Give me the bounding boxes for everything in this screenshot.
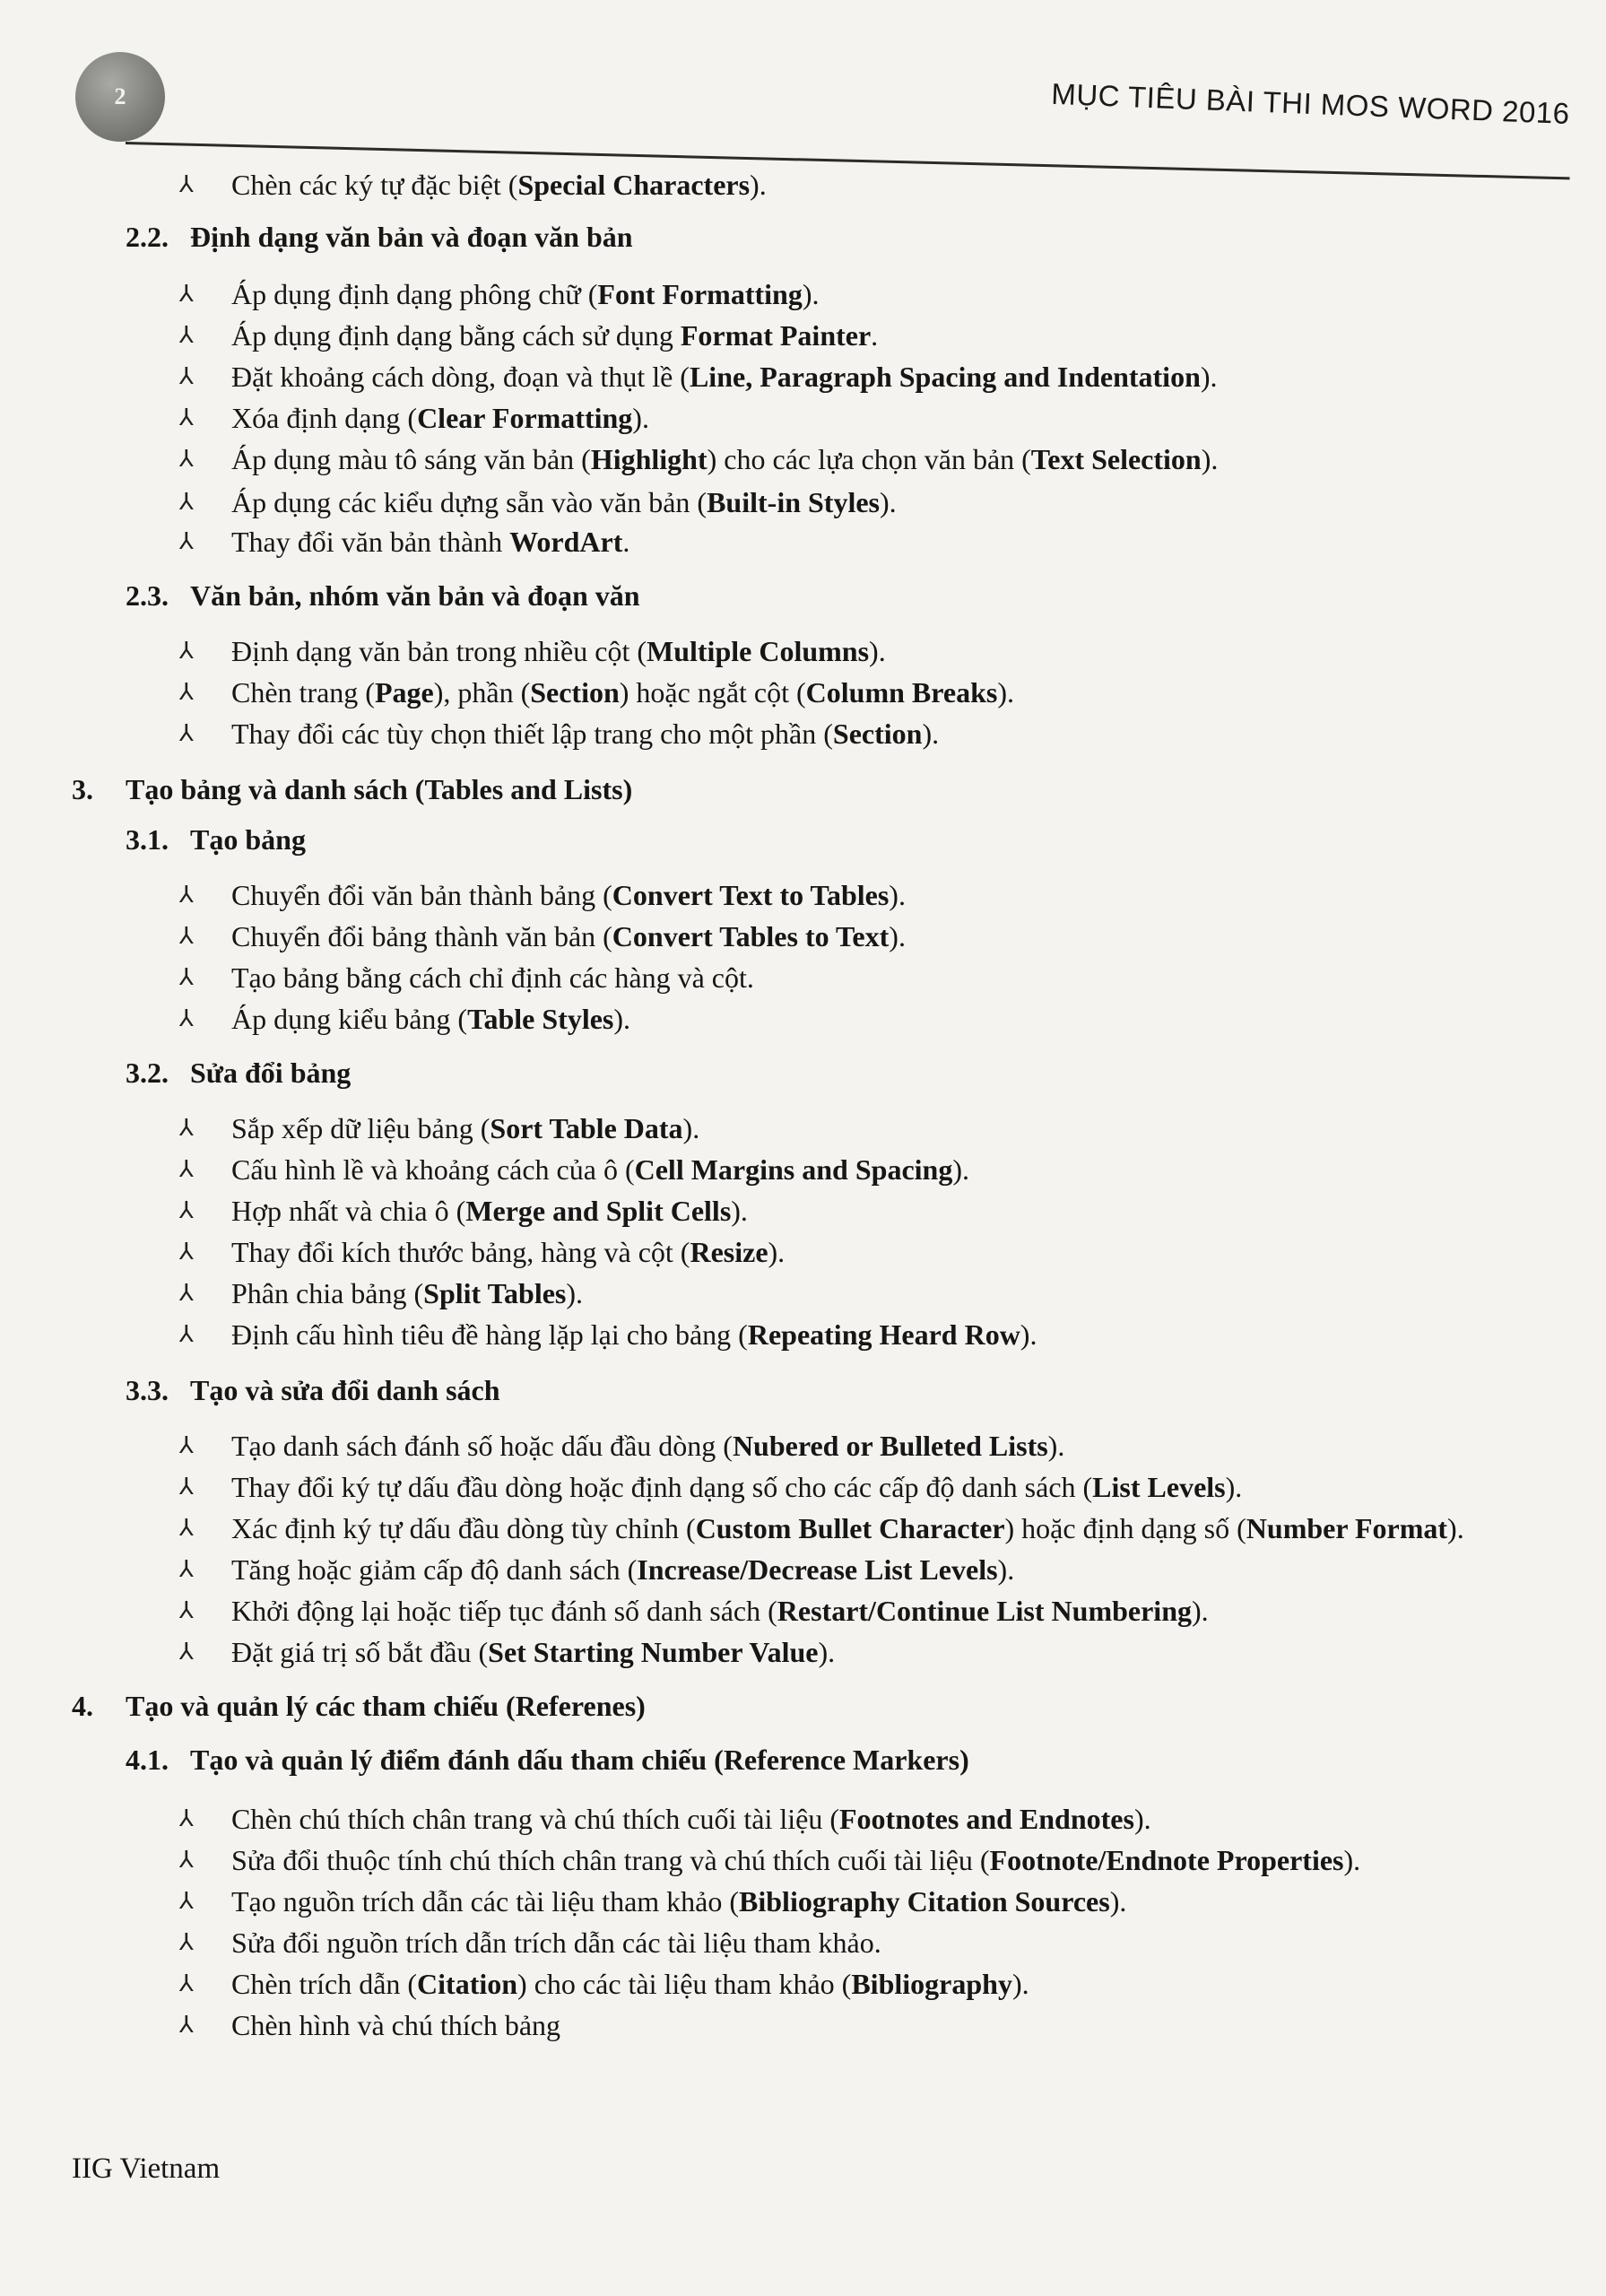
text-run: ).: [1191, 1595, 1209, 1627]
bold-term: Citation: [417, 1968, 518, 2000]
subsection-heading: Sửa đổi bảng: [190, 1057, 352, 1089]
text-run: Áp dụng màu tô sáng văn bản (: [231, 443, 591, 475]
bold-term: Split Tables: [423, 1277, 567, 1309]
bullet-icon: ⅄: [179, 1639, 194, 1665]
bullet-item: [231, 1469, 1242, 1505]
text-run: Sửa đổi thuộc tính chú thích chân trang và chú thích cuối tài liệu (: [231, 1844, 990, 1876]
bullet-icon: ⅄: [179, 1115, 194, 1141]
text-run: Sửa đổi nguồn trích dẫn trích dẫn các tài liệu tham khảo.: [231, 1926, 881, 1959]
bullet-icon: ⅄: [179, 281, 194, 307]
text-run: Áp dụng kiểu bảng (: [231, 1003, 468, 1035]
bullet-icon: ⅄: [179, 1970, 194, 1996]
bullet-icon: ⅄: [179, 1888, 194, 1914]
bullet-item: [231, 317, 878, 353]
text-run: Đặt giá trị số bắt đầu (: [231, 1636, 489, 1668]
bullet-icon: ⅄: [179, 882, 194, 908]
bold-term: Highlight: [590, 443, 708, 475]
bullet-item: [231, 484, 897, 520]
bullet-item: [231, 1152, 969, 1187]
bold-term: Multiple Columns: [647, 635, 870, 667]
bullet-item: [231, 1110, 699, 1146]
section-number: 3.: [72, 773, 93, 805]
text-run: Tạo bảng bằng cách chỉ định các hàng và cột.: [231, 961, 754, 994]
section-number: 4.: [72, 1690, 93, 1722]
bullet-icon: ⅄: [179, 404, 194, 430]
text-run: Tăng hoặc giảm cấp độ danh sách (: [231, 1553, 638, 1586]
subsection-heading: Tạo và sửa đổi danh sách: [190, 1374, 500, 1406]
text-run: Chuyển đổi văn bản thành bảng (: [231, 879, 612, 911]
text-run: Đặt khoảng cách dòng, đoạn và thụt lề (: [231, 361, 690, 393]
bold-term: Convert Tables to Text: [612, 920, 890, 952]
text-run: Thay đổi kích thước bảng, hàng và cột (: [231, 1236, 690, 1268]
bold-term: Column Breaks: [805, 676, 998, 709]
page-number-badge: [75, 52, 165, 142]
bullet-item: [231, 167, 767, 203]
subsection-heading: Văn bản, nhóm văn bản và đoạn văn: [190, 579, 640, 612]
section-heading: Tạo và quản lý các tham chiếu (Referenes): [126, 1690, 646, 1722]
text-run: Xác định ký tự dấu đầu dòng tùy chỉnh (: [231, 1512, 696, 1544]
text-run: Phân chia bảng (: [231, 1277, 424, 1309]
bullet-icon: ⅄: [179, 1321, 194, 1347]
text-run: Thay đổi ký tự dấu đầu dòng hoặc định dạng số cho các cấp độ danh sách (: [231, 1471, 1093, 1503]
bold-term: Nubered or Bulleted Lists: [732, 1430, 1048, 1462]
text-run: Áp dụng định dạng phông chữ (: [231, 278, 598, 310]
bullet-icon: ⅄: [179, 322, 194, 348]
text-run: ).: [952, 1153, 969, 1186]
section-number: 3.1.: [126, 823, 169, 856]
bullet-icon: ⅄: [179, 1847, 194, 1873]
text-run: ).: [889, 920, 906, 952]
bullet-icon: ⅄: [179, 446, 194, 472]
footer: IIG Vietnam: [72, 2152, 221, 2185]
section-number: 3.3.: [126, 1374, 169, 1406]
bullet-item: [231, 1510, 1464, 1546]
bullet-item: [231, 524, 629, 560]
bullet-item: [231, 633, 886, 669]
bullet-item: [231, 1275, 583, 1311]
text-run: ) cho các lựa chọn văn bản (: [707, 443, 1031, 475]
text-run: ).: [768, 1236, 786, 1268]
text-run: Sắp xếp dữ liệu bảng (: [231, 1112, 490, 1144]
bullet-icon: ⅄: [179, 638, 194, 664]
bullet-icon: ⅄: [179, 964, 194, 990]
bullet-item: [231, 1317, 1037, 1352]
text-run: ).: [1020, 1318, 1037, 1351]
running-head: MỤC TIÊU BÀI THI MOS WORD 2016: [1051, 76, 1571, 130]
bold-term: Cell Margins and Spacing: [634, 1153, 953, 1186]
bullet-icon: ⅄: [179, 2012, 194, 2038]
text-run: ).: [682, 1112, 700, 1144]
bold-term: Repeating Heard Row: [747, 1318, 1020, 1351]
text-run: Thay đổi các tùy chọn thiết lập trang cho một phần (: [231, 718, 833, 750]
text-run: Chèn chú thích chân trang và chú thích cuối tài liệu (: [231, 1803, 839, 1835]
text-run: ).: [1109, 1885, 1127, 1918]
bullet-icon: ⅄: [179, 1239, 194, 1265]
bullet-icon: ⅄: [179, 1515, 194, 1541]
bold-term: Table Styles: [467, 1003, 614, 1035]
bullet-item: [231, 1801, 1151, 1837]
subsection-heading: Định dạng văn bản và đoạn văn bản: [190, 221, 633, 253]
text-run: ).: [731, 1195, 748, 1227]
bold-term: List Levels: [1092, 1471, 1226, 1503]
bold-term: Special Characters: [517, 169, 751, 201]
subsection-heading: Tạo bảng: [190, 823, 306, 856]
text-run: ).: [750, 169, 767, 201]
bold-term: Built-in Styles: [707, 486, 880, 518]
text-run: ).: [869, 635, 886, 667]
text-run: ).: [566, 1277, 584, 1309]
bold-term: Format Painter: [680, 319, 872, 352]
bullet-item: [231, 918, 906, 954]
text-run: ).: [632, 402, 649, 434]
bold-term: Convert Text to Tables: [612, 879, 890, 911]
bullet-icon: ⅄: [179, 1280, 194, 1306]
text-run: ).: [1200, 361, 1218, 393]
text-run: ).: [997, 1553, 1015, 1586]
bullet-icon: ⅄: [179, 1929, 194, 1955]
text-run: Định cấu hình tiêu đề hàng lặp lại cho bảng (: [231, 1318, 748, 1351]
bullet-item: [231, 1593, 1209, 1629]
bullet-item: [231, 1634, 835, 1670]
text-run: Áp dụng các kiểu dựng sẵn vào văn bản (: [231, 486, 708, 518]
bullet-icon: ⅄: [179, 679, 194, 705]
bold-term: Custom Bullet Character: [695, 1512, 1005, 1544]
bold-term: Font Formatting: [597, 278, 803, 310]
text-run: ).: [997, 676, 1014, 709]
text-run: Định dạng văn bản trong nhiều cột (: [231, 635, 647, 667]
section-heading: Tạo bảng và danh sách (Tables and Lists): [126, 773, 633, 805]
bullet-icon: ⅄: [179, 363, 194, 389]
section-number: 2.2.: [126, 221, 169, 253]
text-run: Chuyển đổi bảng thành văn bản (: [231, 920, 612, 952]
bold-term: Footnote/Endnote Properties: [989, 1844, 1344, 1876]
bullet-item: [231, 960, 754, 996]
bullet-icon: ⅄: [179, 528, 194, 554]
text-run: ).: [1343, 1844, 1361, 1876]
bold-term: Increase/Decrease List Levels: [637, 1553, 998, 1586]
section-number: 3.2.: [126, 1057, 169, 1089]
bullet-item: [231, 441, 1218, 477]
bullet-item: [231, 674, 1014, 710]
text-run: ).: [1225, 1471, 1243, 1503]
bullet-item: [231, 1966, 1029, 2002]
text-run: Thay đổi văn bản thành: [231, 526, 510, 558]
bold-term: Clear Formatting: [417, 402, 633, 434]
bold-term: Section: [530, 676, 620, 709]
bullet-item: [231, 716, 939, 752]
text-run: ), phần (: [433, 676, 531, 709]
bold-term: Page: [374, 676, 434, 709]
bold-term: WordArt: [509, 526, 623, 558]
bullet-item: [231, 1001, 630, 1037]
text-run: Tạo nguồn trích dẫn các tài liệu tham khảo (: [231, 1885, 740, 1918]
text-run: .: [871, 319, 879, 352]
text-run: Chèn trích dẫn (: [231, 1968, 418, 2000]
bullet-item: [231, 1883, 1126, 1919]
text-run: Chèn hình và chú thích bảng: [231, 2009, 561, 2041]
text-run: Chèn trang (: [231, 676, 375, 709]
text-run: Tạo danh sách đánh số hoặc dấu đầu dòng (: [231, 1430, 733, 1462]
bold-term: Bibliography: [851, 1968, 1012, 2000]
bullet-item: [231, 276, 819, 312]
section-number: 2.3.: [126, 579, 169, 612]
bullet-item: [231, 1842, 1360, 1878]
bullet-icon: ⅄: [179, 1005, 194, 1031]
text-run: .: [622, 526, 630, 558]
text-run: Cấu hình lề và khoảng cách của ô (: [231, 1153, 635, 1186]
bullet-item: [231, 1193, 748, 1229]
bullet-icon: ⅄: [179, 720, 194, 746]
bullet-icon: ⅄: [179, 489, 194, 515]
bullet-item: [231, 2007, 560, 2043]
bold-term: Line, Paragraph Spacing and Indentation: [689, 361, 1201, 393]
bold-term: Footnotes and Endnotes: [839, 1803, 1134, 1835]
bold-term: Resize: [690, 1236, 768, 1268]
text-run: ).: [613, 1003, 631, 1035]
bullet-item: [231, 400, 649, 436]
bullet-icon: ⅄: [179, 1197, 194, 1223]
text-run: ).: [1011, 1968, 1029, 2000]
bold-term: Set Starting Number Value: [488, 1636, 819, 1668]
bullet-icon: ⅄: [179, 1805, 194, 1831]
subsection-heading: Tạo và quản lý điểm đánh dấu tham chiếu (Reference Markers): [190, 1744, 969, 1776]
text-run: ).: [802, 278, 820, 310]
text-run: ).: [922, 718, 940, 750]
bullet-item: [231, 1552, 1014, 1587]
text-run: ).: [1447, 1512, 1464, 1544]
text-run: ).: [1201, 443, 1219, 475]
text-run: ).: [880, 486, 897, 518]
bullet-item: [231, 1925, 881, 1961]
page-number: 2: [114, 83, 126, 109]
text-run: Hợp nhất và chia ô (: [231, 1195, 466, 1227]
bullet-item: [231, 1428, 1064, 1464]
text-run: ).: [818, 1636, 836, 1668]
text-run: ) cho các tài liệu tham khảo (: [517, 1968, 852, 2000]
text-run: Xóa định dạng (: [231, 402, 418, 434]
bullet-item: [231, 359, 1218, 395]
bullet-item: [231, 877, 906, 913]
bullet-icon: ⅄: [179, 1474, 194, 1500]
bullet-icon: ⅄: [179, 171, 194, 197]
bold-term: Sort Table Data: [490, 1112, 683, 1144]
bullet-icon: ⅄: [179, 1597, 194, 1623]
bold-term: Number Format: [1246, 1512, 1448, 1544]
bullet-icon: ⅄: [179, 1432, 194, 1458]
text-run: ).: [1047, 1430, 1065, 1462]
bold-term: Bibliography Citation Sources: [739, 1885, 1110, 1918]
bullet-icon: ⅄: [179, 923, 194, 949]
bold-term: Restart/Continue List Numbering: [777, 1595, 1192, 1627]
bold-term: Section: [832, 718, 923, 750]
text-run: ).: [1133, 1803, 1151, 1835]
text-run: ).: [889, 879, 906, 911]
text-run: Áp dụng định dạng bằng cách sử dụng: [231, 319, 681, 352]
bullet-icon: ⅄: [179, 1156, 194, 1182]
text-run: ) hoặc định dạng số (: [1004, 1512, 1246, 1544]
section-number: 4.1.: [126, 1744, 169, 1776]
bold-term: Text Selection: [1030, 443, 1202, 475]
text-run: Chèn các ký tự đặc biệt (: [231, 169, 518, 201]
bullet-icon: ⅄: [179, 1556, 194, 1582]
bold-term: Merge and Split Cells: [465, 1195, 732, 1227]
text-run: ) hoặc ngắt cột (: [619, 676, 806, 709]
text-run: Khởi động lại hoặc tiếp tục đánh số danh sách (: [231, 1595, 777, 1627]
bullet-item: [231, 1234, 785, 1270]
